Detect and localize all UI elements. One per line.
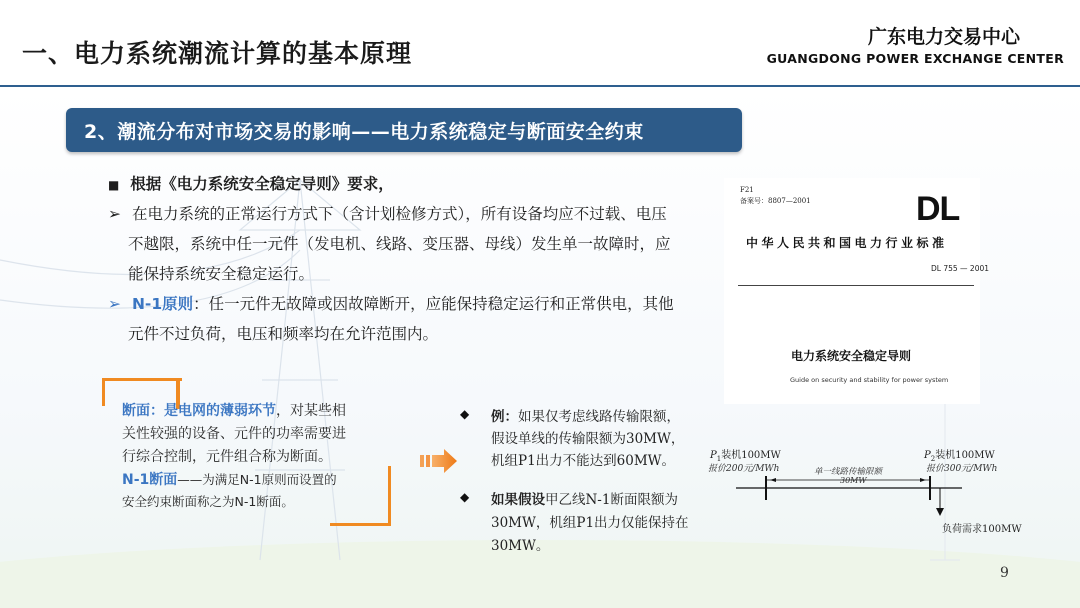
bracket-bottom-right xyxy=(388,466,391,526)
right-arrow-icon xyxy=(420,448,458,474)
doc-title-en: Guide on security and stability for power system xyxy=(790,376,949,384)
p1-capacity: $P_1$装机100MW xyxy=(710,450,781,463)
example2-line3: 30MW。 xyxy=(491,538,550,554)
rule-heading: ■ 根据《电力系统安全稳定导则》要求， xyxy=(108,175,394,193)
arrow-bullet-icon: ➢ xyxy=(108,205,121,223)
rule1-line3: 能保持系统安全稳定运行。 xyxy=(128,265,315,283)
rule2-line2: 元件不过负荷，电压和频率均在允许范围内。 xyxy=(128,325,439,343)
bracket-top-left xyxy=(102,378,105,406)
line-limit-label: 单一线路传输限额 xyxy=(814,467,883,477)
doc-number: DL 755 — 2001 xyxy=(931,264,990,273)
p1-price: 报价200元/MWh xyxy=(708,464,780,474)
definition-line3: 行综合控制，元件组合称为断面。 xyxy=(122,449,332,465)
definition-line5: 安全约束断面称之为N-1断面。 xyxy=(122,494,294,509)
example2-line2: 30MW，机组P1出力仅能保持在 xyxy=(491,515,689,531)
definition-line4: N-1断面——为满足N-1原则而设置的 xyxy=(122,472,337,488)
rule1-line1: ➢ 在电力系统的正常运行方式下（含计划检修方式），所有设备均应不过载、电压 xyxy=(108,205,667,223)
load-demand: 负荷需求100MW xyxy=(942,524,1022,535)
arrow-bullet-icon: ➢ xyxy=(108,295,121,313)
example1-line1: 例：如果仅考虑线路传输限额， xyxy=(491,409,680,425)
diamond-bullet-icon: ◆ xyxy=(460,490,470,504)
doc-title: 电力系统安全稳定导则 xyxy=(791,349,912,363)
dl-logo: DL xyxy=(916,190,960,228)
org-name-cn: 广东电力交易中心 xyxy=(867,26,1020,48)
example2-line1: 如果假设甲乙线N-1断面限额为 xyxy=(491,492,678,508)
section-banner-text: 2、潮流分布对市场交易的影响——电力系统稳定与断面安全约束 xyxy=(84,121,644,143)
doc-heading: 中华人民共和国电力行业标准 xyxy=(746,236,948,250)
definition-line1: 断面：是电网的薄弱环节，对某些相 xyxy=(122,403,346,419)
doc-code: F21 xyxy=(740,186,754,194)
rule2-line1: ➢ N-1原则：任一元件无故障或因故障断开，应能保持稳定运行和正常供电，其他 xyxy=(108,295,674,313)
diamond-bullet-icon: ◆ xyxy=(460,407,470,421)
p2-capacity: $P_2$装机100MW xyxy=(924,450,995,463)
rule1-line2: 不越限，系统中任一元件（发电机、线路、变压器、母线）发生单一故障时，应 xyxy=(128,235,671,253)
p2-price: 报价300元/MWh xyxy=(926,464,998,474)
doc-record: 备案号：8807—2001 xyxy=(740,197,811,205)
doc-rule xyxy=(738,285,974,286)
org-name-en: GUANGDONG POWER EXCHANGE CENTER xyxy=(766,51,1064,66)
example1-line3: 机组P1出力不能达到60MW。 xyxy=(491,453,676,469)
bracket-bottom xyxy=(330,523,391,526)
example1-line2: 假设单线的传输限额为30MW， xyxy=(491,431,685,447)
power-line-diagram xyxy=(730,470,970,520)
page-number: 9 xyxy=(1000,565,1009,581)
square-bullet-icon: ■ xyxy=(108,178,120,192)
page-title: 一、电力系统潮流计算的基本原理 xyxy=(22,39,413,68)
definition-line2: 关性较强的设备、元件的功率需要进 xyxy=(122,426,346,442)
header-divider xyxy=(0,85,1080,87)
bracket-top xyxy=(104,378,182,381)
line-limit-value: 30MW xyxy=(840,476,867,485)
